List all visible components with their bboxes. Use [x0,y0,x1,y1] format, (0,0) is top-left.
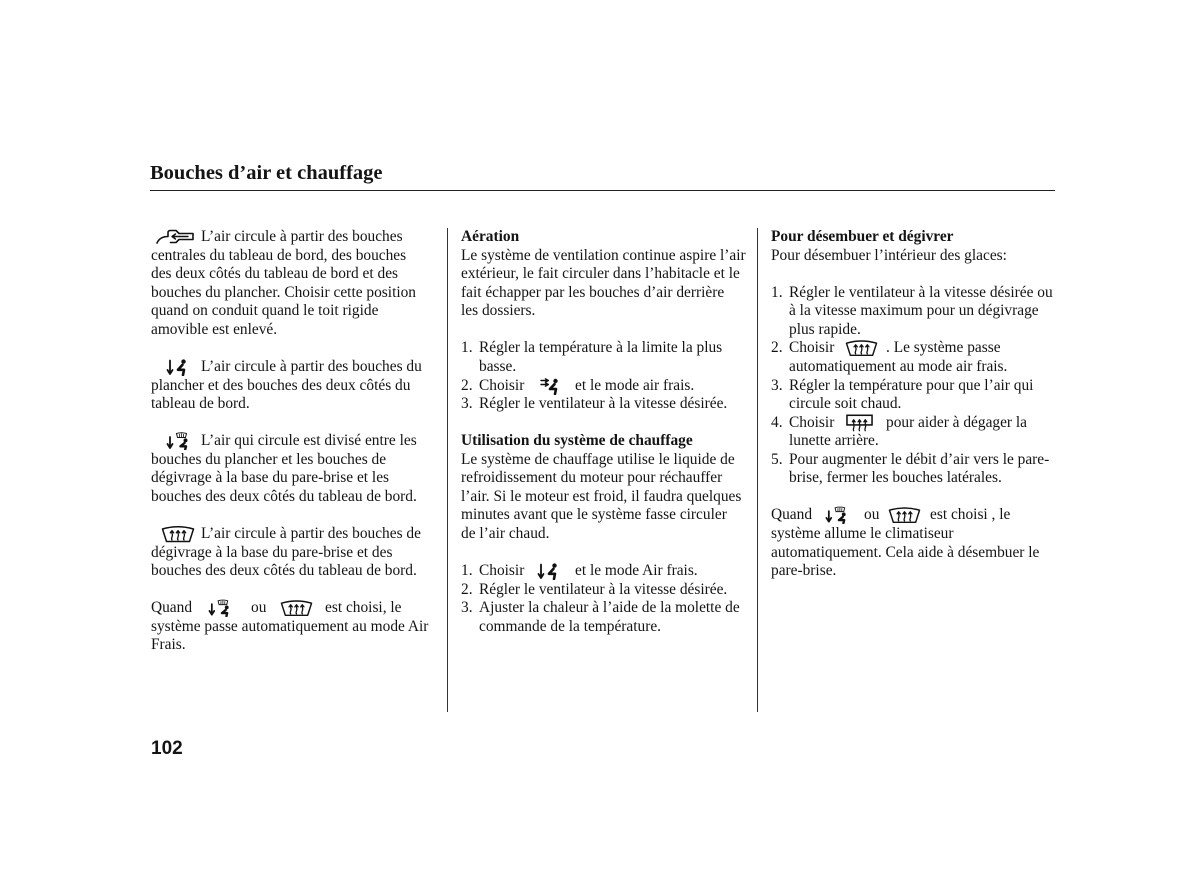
paragraph-gap [151,414,443,433]
floor-mode-text: L’air circule à partir des bouches du [201,357,422,375]
heating-text: Le système de chauffage utilise le liquide de [461,450,735,468]
paragraph-gap [151,506,443,525]
heating-step-2 [461,581,753,600]
heating-step-3 [461,599,753,618]
note-line [771,506,1063,525]
floor-defrost-mode-text: L’air qui circule est divisé entre les [201,432,417,450]
step-number: 2. [461,376,473,394]
vent-mode-line [151,228,443,247]
note-text: système passe automatiquement au mode Air [151,617,429,635]
page-title: Bouches d’air et chauffage [150,162,383,184]
defrost-icon [161,526,195,543]
floor-defrost-icon [166,432,191,450]
vent-icon [155,229,195,245]
paragraph-gap [151,339,443,358]
step-text: . Le système passe [886,339,1001,357]
step-number: 1. [771,283,783,301]
step-number: 4. [771,413,783,431]
ventilation-text: Le système de ventilation continue aspire l’air [461,246,746,264]
step-text: plus rapide. [789,320,861,338]
step-text: Choisir [479,376,525,394]
defrost-icon [845,340,878,357]
step-text: pour aider à dégager la [886,413,1028,431]
defog-step-4 [771,414,1063,433]
step-text: automatiquement au mode air frais. [789,357,1008,375]
ventilation-step-1 [461,339,753,358]
defrost-mode-text: L’air circule à partir des bouches de [201,525,421,542]
step-text: et le mode air frais. [575,376,695,394]
defog-step-3-cont [771,395,1063,414]
step-text: circule soit chaud. [789,395,902,413]
ventilation-step-3 [461,395,753,414]
paragraph-gap [151,581,443,600]
paragraph-gap [461,321,753,340]
step-text: Pour augmenter le débit d’air vers le pare- [789,450,1050,468]
defrost-mode-line [151,525,443,544]
step-text: Régler le ventilateur à la vitesse désirée ou [789,283,1053,301]
step-text: lunette arrière. [789,432,879,450]
floor-mode-line [151,358,443,377]
defog-intro: Pour désembuer l’intérieur des glaces: [771,246,1007,264]
step-number: 2. [771,339,783,357]
vent-mode-text: centrales du tableau de bord, des bouches [151,246,407,264]
floor-defrost-mode-text: bouches des deux côtés du tableau de bord. [151,487,417,505]
ventilation-text: les dossiers. [461,302,536,320]
step-text: Régler le ventilateur à la vitesse désirée. [479,580,728,598]
vent-mode-text: L’air circule à partir des bouches [201,228,403,245]
step-number: 3. [461,599,473,617]
defog-step-2 [771,339,1063,358]
column-divider-1 [447,228,448,712]
defrost-icon [888,507,921,524]
defog-step-1-cont [771,302,1063,321]
step-text: à la vitesse maximum pour un dégivrage [789,302,1039,320]
note-text: ou [251,599,267,617]
heating-step-1 [461,562,753,581]
ventilation-text: extérieur, le fait circuler dans l’habitacle et le [461,265,740,283]
paragraph-gap [771,265,1063,284]
step-text: brise, fermer les bouches latérales. [789,469,1002,487]
defog-step-1 [771,284,1063,303]
floor-defrost-icon [825,506,849,524]
note-text: Frais. [151,636,186,654]
heating-text: refroidissement du moteur pour réchauffer [461,469,723,487]
note-text: système allume le climatiseur [771,525,954,542]
defrost-mode-text: bouches des deux côtés du tableau de bord. [151,562,417,580]
step-text: Régler la température pour que l’air qui [789,376,1034,394]
paragraph-gap [461,544,753,563]
bi-level-icon [540,378,560,395]
right-column [771,228,1063,581]
ventilation-heading: Aération [461,228,520,245]
middle-column [461,228,753,636]
defog-step-1-cont [771,321,1063,340]
defrost-mode-text: dégivrage à la base du pare-brise et des [151,543,393,561]
title-underline [150,190,1055,191]
page-number: 102 [151,738,183,759]
ventilation-step-2 [461,377,753,396]
heating-text: de l’air chaud. [461,525,550,542]
step-text: et le mode Air frais. [575,562,698,580]
note-text: Quand [771,506,813,524]
defog-step-2-cont [771,358,1063,377]
step-text: commande de la température. [479,617,662,635]
step-text: Régler le ventilateur à la vitesse désirée. [479,395,728,413]
note-text: Quand [151,599,193,617]
ventilation-text: fait échapper par les bouches d’air derrière [461,283,725,301]
step-text: Choisir [789,413,835,431]
step-text: Choisir [789,339,835,357]
step-number: 5. [771,450,783,468]
defog-step-5-cont [771,469,1063,488]
step-text: Régler la température à la limite la plus [479,339,723,357]
vent-mode-text: des deux côtés du tableau de bord et des [151,265,399,283]
heating-text: minutes avant que le système fasse circuler [461,506,727,524]
note-text: pare-brise. [771,562,837,580]
note-text: est choisi , le [930,506,1011,524]
paragraph-gap [771,488,1063,507]
ventilation-step-1-cont [461,358,753,377]
floor-mode-text: tableau de bord. [151,395,250,413]
floor-icon [537,563,559,580]
heating-step-3-cont [461,618,753,637]
defog-step-4-cont [771,432,1063,451]
defog-step-5 [771,451,1063,470]
step-number: 3. [461,395,473,413]
step-text: basse. [479,357,517,375]
floor-icon [166,359,188,376]
floor-defrost-mode-text: dégivrage à la base du pare-brise et les [151,469,390,487]
vent-mode-text: amovible est enlevé. [151,320,278,338]
paragraph-gap [461,414,753,433]
note-text: automatiquement. Cela aide à désembuer le [771,543,1040,561]
floor-mode-text: plancher et des bouches des deux côtés du [151,376,411,394]
floor-defrost-mode-line [151,432,443,451]
vent-mode-text: quand on conduit quand le toit rigide [151,302,379,320]
step-number: 2. [461,580,473,598]
step-number: 1. [461,562,473,580]
column-divider-2 [757,228,758,712]
defog-heading: Pour désembuer et dégivrer [771,228,954,245]
heating-text: l’air. Si le moteur est froid, il faudra quelques [461,487,742,505]
heating-heading: Utilisation du système de chauffage [461,432,693,450]
step-text: Ajuster la chaleur à l’aide de la molette de [479,599,740,617]
defrost-icon [280,600,313,617]
defog-step-3 [771,377,1063,396]
left-column [151,228,443,655]
step-number: 1. [461,339,473,357]
vent-mode-text: bouches du plancher. Choisir cette position [151,283,417,301]
floor-defrost-icon [208,599,232,617]
step-number: 3. [771,376,783,394]
note-line [151,599,443,618]
step-text: Choisir [479,562,525,580]
note-text: ou [864,506,880,524]
floor-defrost-mode-text: bouches du plancher et les bouches de [151,450,387,468]
note-text: est choisi, le [325,599,402,617]
rear-defrost-icon [846,414,873,432]
